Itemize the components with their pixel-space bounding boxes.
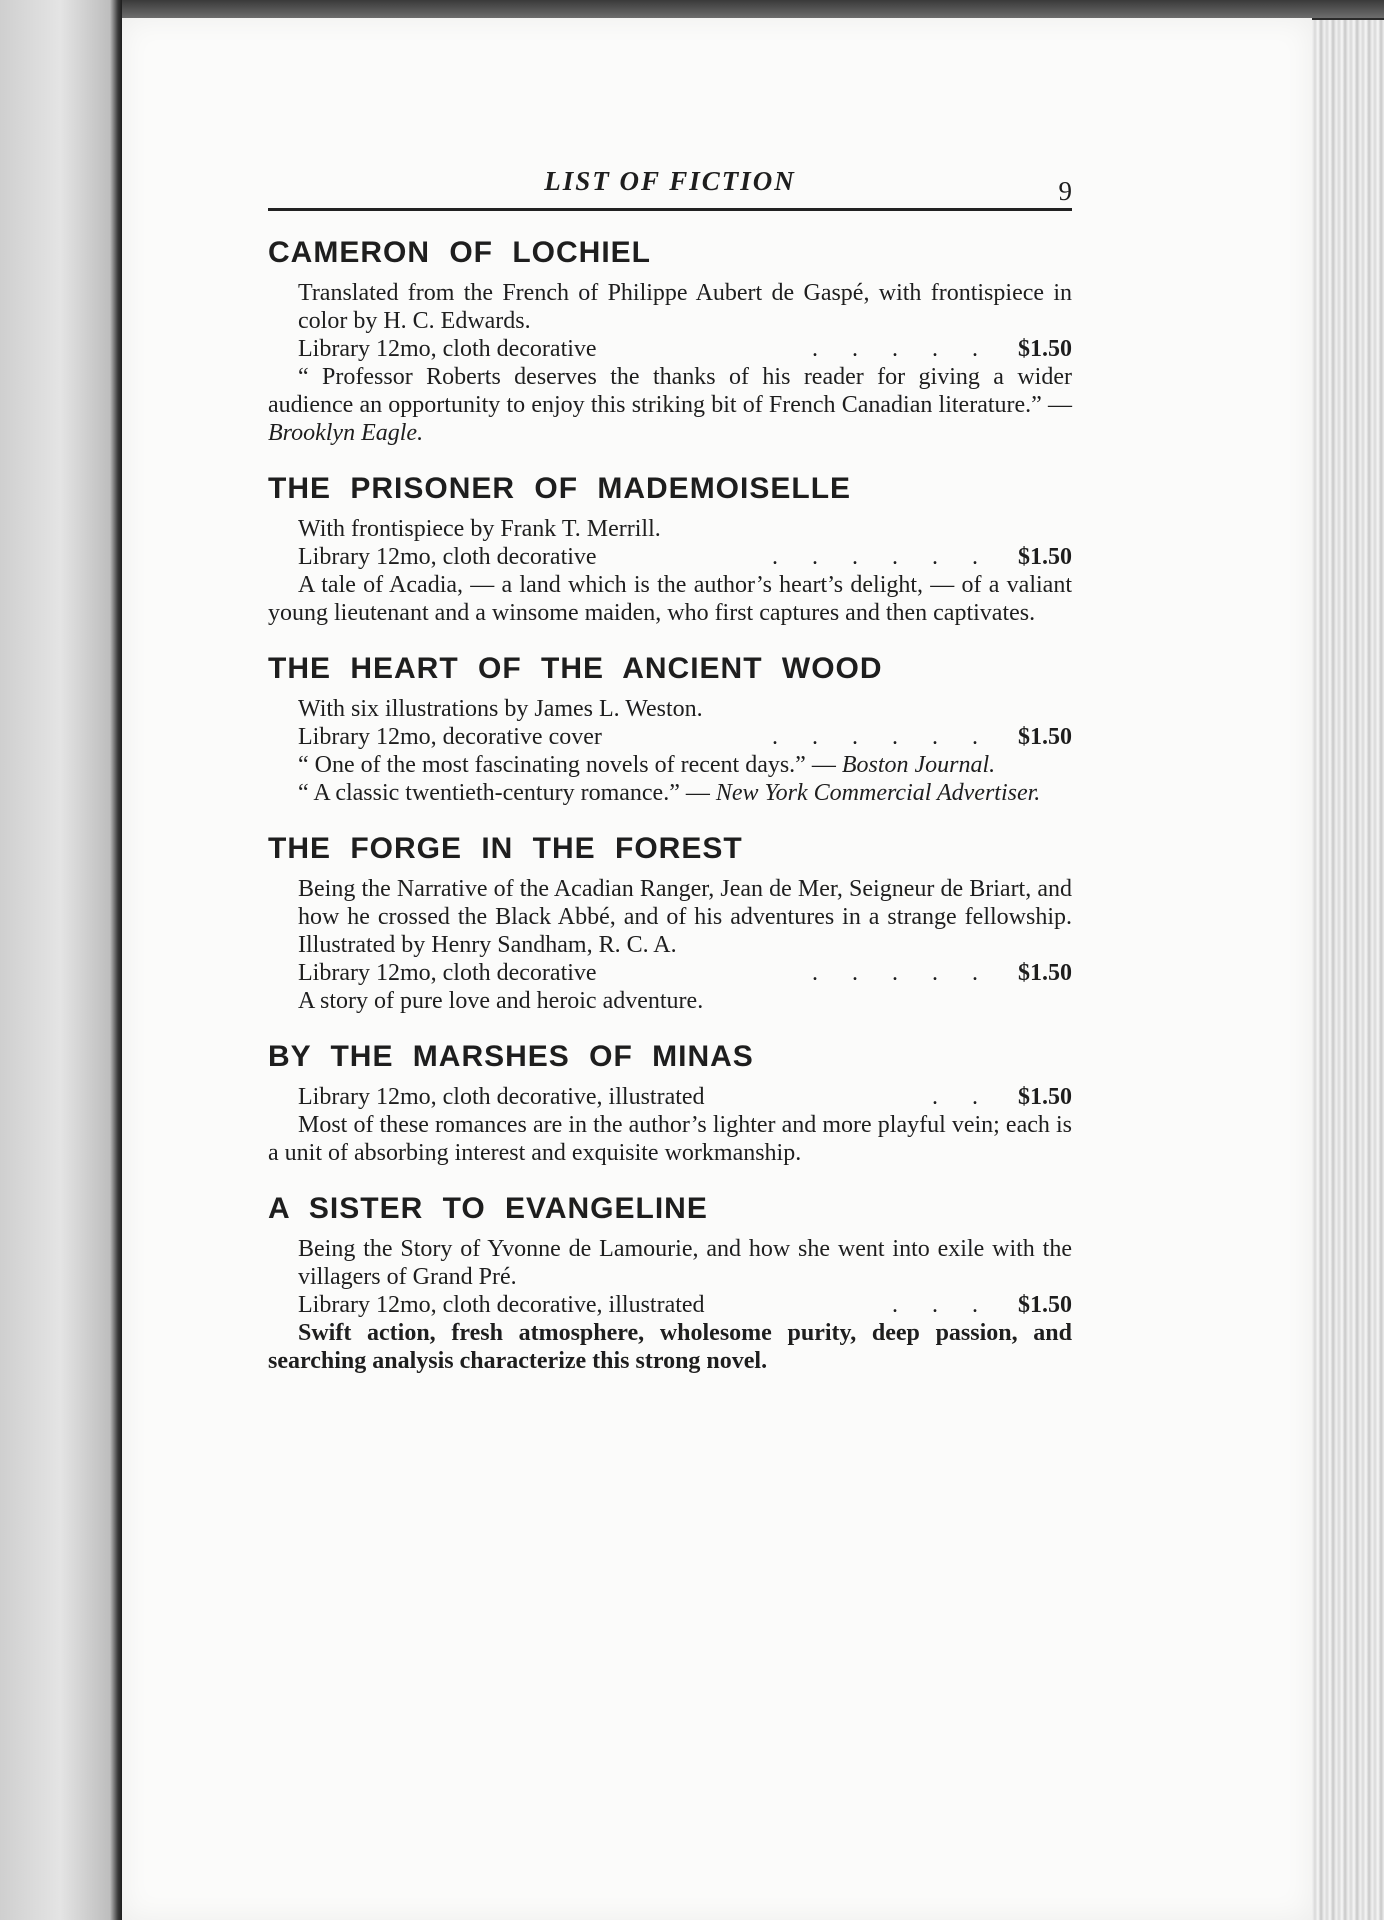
- book-cover-left: [0, 0, 122, 1920]
- dot-leader: . . . . . .: [772, 724, 992, 750]
- book-blurb: [268, 1111, 1072, 1167]
- price-line: [268, 1291, 1072, 1319]
- book-description: With six illustrations by James L. Weston.: [298, 696, 703, 722]
- book-title: THE FORGE IN THE FOREST: [268, 832, 743, 865]
- dot-leader: . .: [932, 1084, 992, 1110]
- quote-text: “ A classic twentieth-century romance.” —: [298, 780, 710, 806]
- blurb-text: Swift action, fresh atmosphere, wholesome purity, deep passion, and searching analysis characterize this strong novel.: [268, 1320, 1072, 1374]
- book-price: $1.50: [1018, 544, 1072, 570]
- book-price: $1.50: [1018, 1292, 1072, 1318]
- book-format: Library 12mo, cloth decorative: [298, 336, 597, 362]
- blurb-text: A story of pure love and heroic adventure.: [298, 988, 704, 1014]
- blurb-text: A tale of Acadia, — a land which is the author’s heart’s delight, — of a valiant young lieutenant and a winsome maiden, who first captures and then captivates.: [268, 572, 1072, 626]
- book-description: Translated from the French of Philippe Aubert de Gaspé, with frontispiece in color by H. C. Edwards.: [298, 280, 1072, 334]
- quote-source: New York Commercial Advertiser.: [715, 780, 1041, 806]
- page-content: [268, 160, 1072, 1375]
- book-description: Being the Story of Yvonne de Lamourie, and how she went into exile with the villagers of Grand Pré.: [298, 1236, 1072, 1290]
- book-title: THE PRISONER OF MADEMOISELLE: [268, 472, 852, 505]
- book-format: Library 12mo, cloth decorative, illustrated: [298, 1084, 705, 1110]
- book-price: $1.50: [1018, 336, 1072, 362]
- review-quote: [268, 363, 1072, 447]
- book-description: Being the Narrative of the Acadian Ranger, Jean de Mer, Seigneur de Briart, and how he crossed the Black Abbé, and of his adventures in a strange fellowship. Illustrated by Henry Sandham, R. C. A.: [298, 876, 1072, 958]
- quote-text: “ Professor Roberts deserves the thanks of his reader for giving a wider audience an opportunity to enjoy this striking bit of French Canadian literature.” —: [268, 364, 1072, 418]
- book-format: Library 12mo, cloth decorative, illustrated: [298, 1292, 705, 1318]
- book-format: Library 12mo, cloth decorative: [298, 544, 597, 570]
- book-title: THE HEART OF THE ANCIENT WOOD: [268, 652, 883, 685]
- book-format: Library 12mo, cloth decorative: [298, 960, 597, 986]
- book-description: With frontispiece by Frank T. Merrill.: [298, 516, 661, 542]
- book-price: $1.50: [1018, 1084, 1072, 1110]
- book-title: A SISTER TO EVANGELINE: [268, 1192, 708, 1225]
- dot-leader: . . .: [892, 1292, 992, 1318]
- book-entry: [268, 469, 1072, 627]
- book-price: $1.50: [1018, 960, 1072, 986]
- book-entry: [268, 649, 1072, 807]
- quote-source: Brooklyn Eagle.: [268, 420, 424, 446]
- book-price: $1.50: [1018, 724, 1072, 750]
- book-top-edge: [0, 0, 1384, 18]
- dot-leader: . . . . .: [812, 336, 992, 362]
- book-entry: [268, 829, 1072, 1015]
- book-title: BY THE MARSHES OF MINAS: [268, 1040, 754, 1073]
- book-title: CAMERON OF LOCHIEL: [268, 236, 651, 269]
- blurb-text: Most of these romances are in the author’s lighter and more playful vein; each is a unit of absorbing interest and exquisite workmanship.: [268, 1112, 1072, 1166]
- page-edges: [1312, 20, 1384, 1920]
- book-blurb: [268, 987, 1072, 1015]
- book-entry: [268, 233, 1072, 447]
- book-blurb: [268, 1319, 1072, 1375]
- book-blurb: [268, 571, 1072, 627]
- price-line: [268, 1083, 1072, 1111]
- running-head: [268, 160, 1072, 211]
- book-format: Library 12mo, decorative cover: [298, 724, 602, 750]
- quote-source: Boston Journal.: [841, 752, 996, 778]
- price-line: [268, 335, 1072, 363]
- price-line: [268, 543, 1072, 571]
- dot-leader: . . . . .: [812, 960, 992, 986]
- running-title: LIST OF FICTION: [544, 166, 796, 196]
- book-entry: [268, 1189, 1072, 1375]
- review-quote: [268, 751, 1072, 779]
- quote-text: “ One of the most fascinating novels of recent days.” —: [298, 752, 836, 778]
- price-line: [268, 959, 1072, 987]
- price-line: [268, 723, 1072, 751]
- page-number: 9: [1058, 176, 1072, 206]
- review-quote: [268, 779, 1072, 807]
- book-entry: [268, 1037, 1072, 1167]
- dot-leader: . . . . . .: [772, 544, 992, 570]
